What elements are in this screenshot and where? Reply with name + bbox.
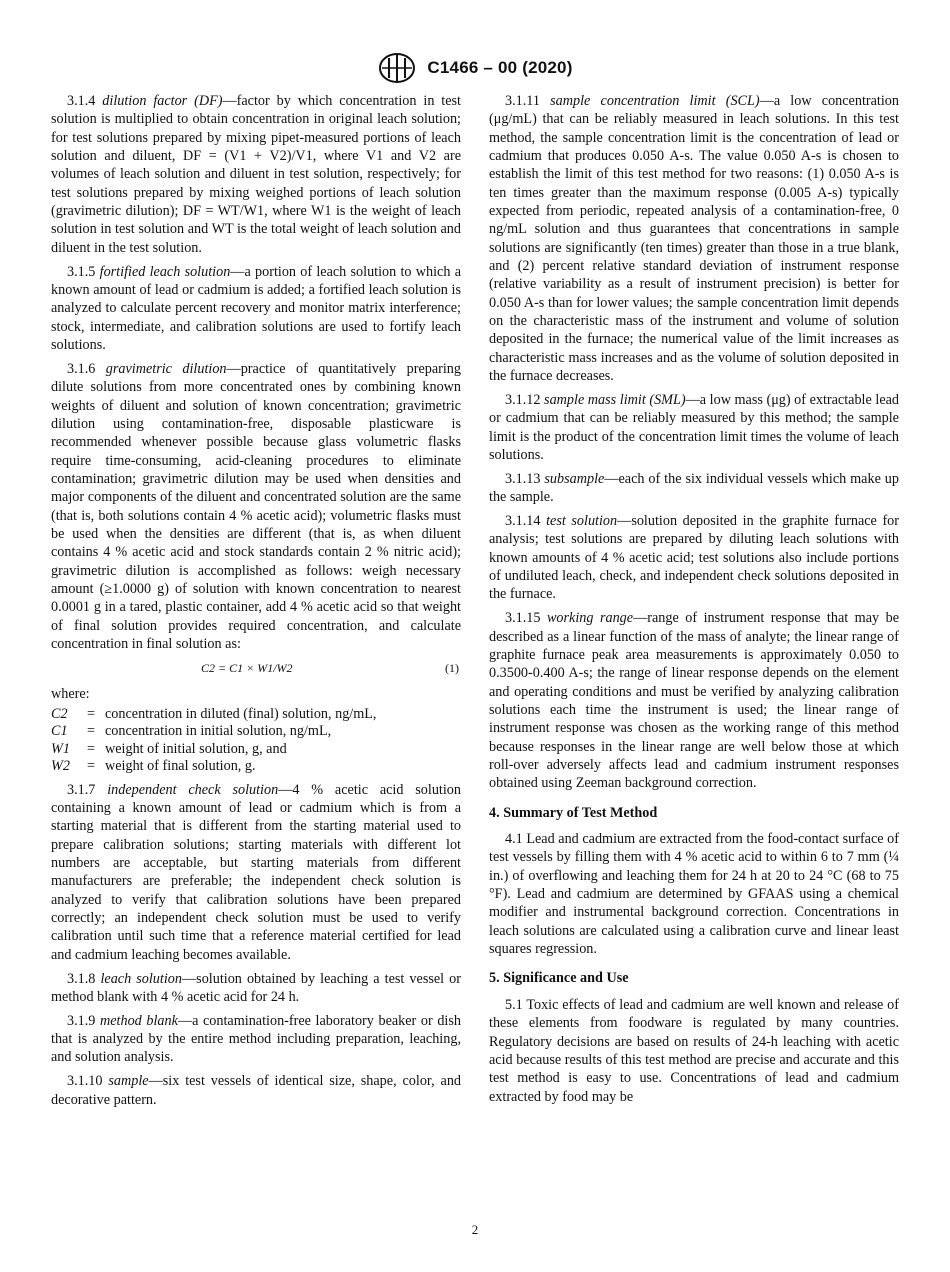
section-heading-5: 5. Significance and Use (489, 970, 629, 987)
variable-symbol: C1 (51, 723, 68, 740)
definition-3-1-5: 3.1.5 fortified leach solution—a portion of leach solution to which a known amount of lead or cadmium is added; a fortified leach solution is analyzed to calculate percent recovery and monitor matrix interference; stock, intermediate, and calibration solutions are used to fortify leach solutions. (51, 263, 461, 353)
variable-definition: weight of final solution, g. (105, 758, 256, 775)
definition-3-1-11: 3.1.11 sample concentration limit (SCL)—a low concentration (μg/mL) that can be reliably measured in leach solutions. In this test method, the sample concentration limit is the concentration of lead or cadmium that produces 0.050 A-s. The value 0.050 A-s is chosen to establish the limit of this test method for two reasons: (1) 0.050 A-s is ten times greater than the maximum response (0.005 A-s) typically expected from periodic, repeated analysis of a contamination-free, 0 ng/mL solution and thus guarantees that concentrations in sample solutions are significantly (ten times) greater than those in a true blank, and (2) percent relative standard deviation of instrument response (relative variability as a result of instrument precision) is better for 0.050 A-s than for lower values; the sample concentration limit depends on the characteristic mass of the instrument and volume of solution deposited in the furnace; the numerical value of the limit increases as characteristic mass increases and as the volume of solution deposited in the furnace decreases. (489, 93, 899, 385)
equation-number: (1) (445, 661, 459, 676)
variable-definition: concentration in initial solution, ng/mL, (105, 723, 332, 740)
variable-definition: weight of initial solution, g, and (105, 740, 287, 757)
definition-3-1-9: 3.1.9 method blank—a contamination-free laboratory beaker or dish that is analyzed by the entire method including preparation, leaching, and solution analysis. (51, 1012, 461, 1066)
paragraph-5-1: 5.1 Toxic effects of lead and cadmium are well known and release of these elements from foodware is regulated by many countries. Regulatory decisions are based on results of 24-h leaching with acetic acid because results of this test method are precise and accurate and this test method is easy to use. Concentrations of lead and cadmium extracted by food may be (489, 996, 899, 1105)
variable-equals: = (87, 740, 96, 757)
definition-3-1-13: 3.1.13 subsample—each of the six individual vessels which make up the sample. (489, 470, 899, 506)
variable-equals: = (87, 705, 96, 722)
variable-symbol: C2 (51, 705, 68, 722)
equation-body: C2 = C1 × W1/W2 (201, 661, 293, 676)
definition-3-1-4: 3.1.4 dilution factor (DF)—factor by which concentration in test solution is multiplied to obtain concentration in original leach solution; for test solutions prepared by mixing pipet-measured portions of leach solution and diluent, DF = (V1 + V2)/V1, where V1 and V2 are volumes of leach solution and diluent in test solution, respectively; for test solutions prepared by mixing weighed portions of leach solution (gravimetric dilution); DF = WT/W1, where W1 is the weight of leach solution in test solution and WT is the total weight of leach solution and diluent in the test solution. (51, 93, 462, 256)
where-label: where: (51, 686, 90, 703)
variable-symbol: W2 (51, 758, 70, 775)
equation-1 (51, 659, 461, 677)
page-header (0, 52, 950, 84)
variable-list (51, 706, 461, 776)
definition-3-1-8: 3.1.8 leach solution—solution obtained by leaching a test vessel or method blank with 4 % acetic acid for 24 h. (51, 970, 462, 1005)
left-column (51, 92, 461, 1115)
right-column (489, 92, 899, 1111)
variable-row (51, 741, 461, 759)
variable-row (51, 758, 461, 776)
paragraph-4-1: 4.1 Lead and cadmium are extracted from the food-contact surface of test vessels by filling them with 4 % acetic acid to within 6 to 7 mm (¼ in.) of overflowing and leaching them for 24 h at 20 to 24 °C (68 to 75 °F). Lead and cadmium are determined by GFAAS using a chemical modifier and instrumental background correction. Concentrations in leach solutions are calculated using a calibration curve and linear least squares regression. (489, 831, 899, 958)
page-number: 2 (471, 1222, 479, 1237)
definition-3-1-7: 3.1.7 independent check solution—4 % acetic acid solution containing a known amount of lead or cadmium which is from a starting material that is different from the starting material used to prepare calibration solutions; starting materials with different lot numbers are acceptable, but starting materials from different manufacturers are preferable; the independent check solution is analyzed to verify that calibration solutions have been prepared correctly; an independent check solution must be used to verify calibration until such time that a reference material certified for lead and cadmium leaching becomes available. (51, 781, 461, 963)
definition-3-1-12: 3.1.12 sample mass limit (SML)—a low mass (μg) of extractable lead or cadmium that can be reliably measured by this method; the sample limit is the product of the concentration limit times the volume of leach solutions. (489, 392, 900, 464)
section-heading-4: 4. Summary of Test Method (489, 804, 658, 821)
variable-equals: = (87, 723, 96, 740)
definition-3-1-10: 3.1.10 sample—six test vessels of identical size, shape, color, and decorative pattern. (51, 1073, 462, 1108)
variable-equals: = (87, 758, 96, 775)
definition-3-1-6: 3.1.6 gravimetric dilution—practice of quantitatively preparing dilute solutions from more concentrated ones by combining known weights of diluent and solution of known concentration; gravimetric dilution using contamination-free, disposable plasticware is recommended whenever possible because glass volumetric flasks require time-consuming, acid-cleaning procedures to eliminate contamination; gravimetric dilution may be used when densities and major components of the diluent and concentrated solution are the same (that is, both solutions contain 4 % acetic acid); volumetric flasks must be used when the densities are different (that is, as when diluent contains 4 % acetic acid and stock standards contain 2 % nitric acid); gravimetric dilution is accomplished as follows: weigh necessary amount (≥1.0000 g) of solution with known concentration to nearest 0.0001 g in a tared, plastic container, add 4 % acetic acid so that weight of final solution provides required concentration, and calculate concentration in final solution as: (51, 360, 461, 652)
definition-3-1-14: 3.1.14 test solution—solution deposited in the graphite furnace for analysis; test solutions are prepared by diluting leach solutions with known amounts of 4 % acetic acid; test solutions also include portions of undiluted leach, check, and independent check solutions deposited in the furnace. (489, 513, 899, 603)
variable-definition: concentration in diluted (final) solution, ng/mL, (105, 705, 377, 722)
document-id: C1466 – 00 (2020) (427, 58, 573, 77)
astm-logo-icon (377, 52, 417, 84)
definition-3-1-15: 3.1.15 working range—range of instrument response that may be described as a linear function of the mass of analyte; the linear range of graphite furnace peak area measurements is approximately 0.050 to 0.3500-0.400 A-s; the range of linear response depends on the element and operating conditions and must be verified by analyzing calibration solutions each time the instrument is used; the linear range of instrument response was chosen as the working range of this method because responses in the linear range are well below those at which roll-over adversely affects lead and cadmium instrument responses obtained using Zeeman background correction. (489, 610, 899, 792)
variable-symbol: W1 (51, 740, 70, 757)
variable-row (51, 723, 461, 741)
variable-row (51, 706, 461, 724)
